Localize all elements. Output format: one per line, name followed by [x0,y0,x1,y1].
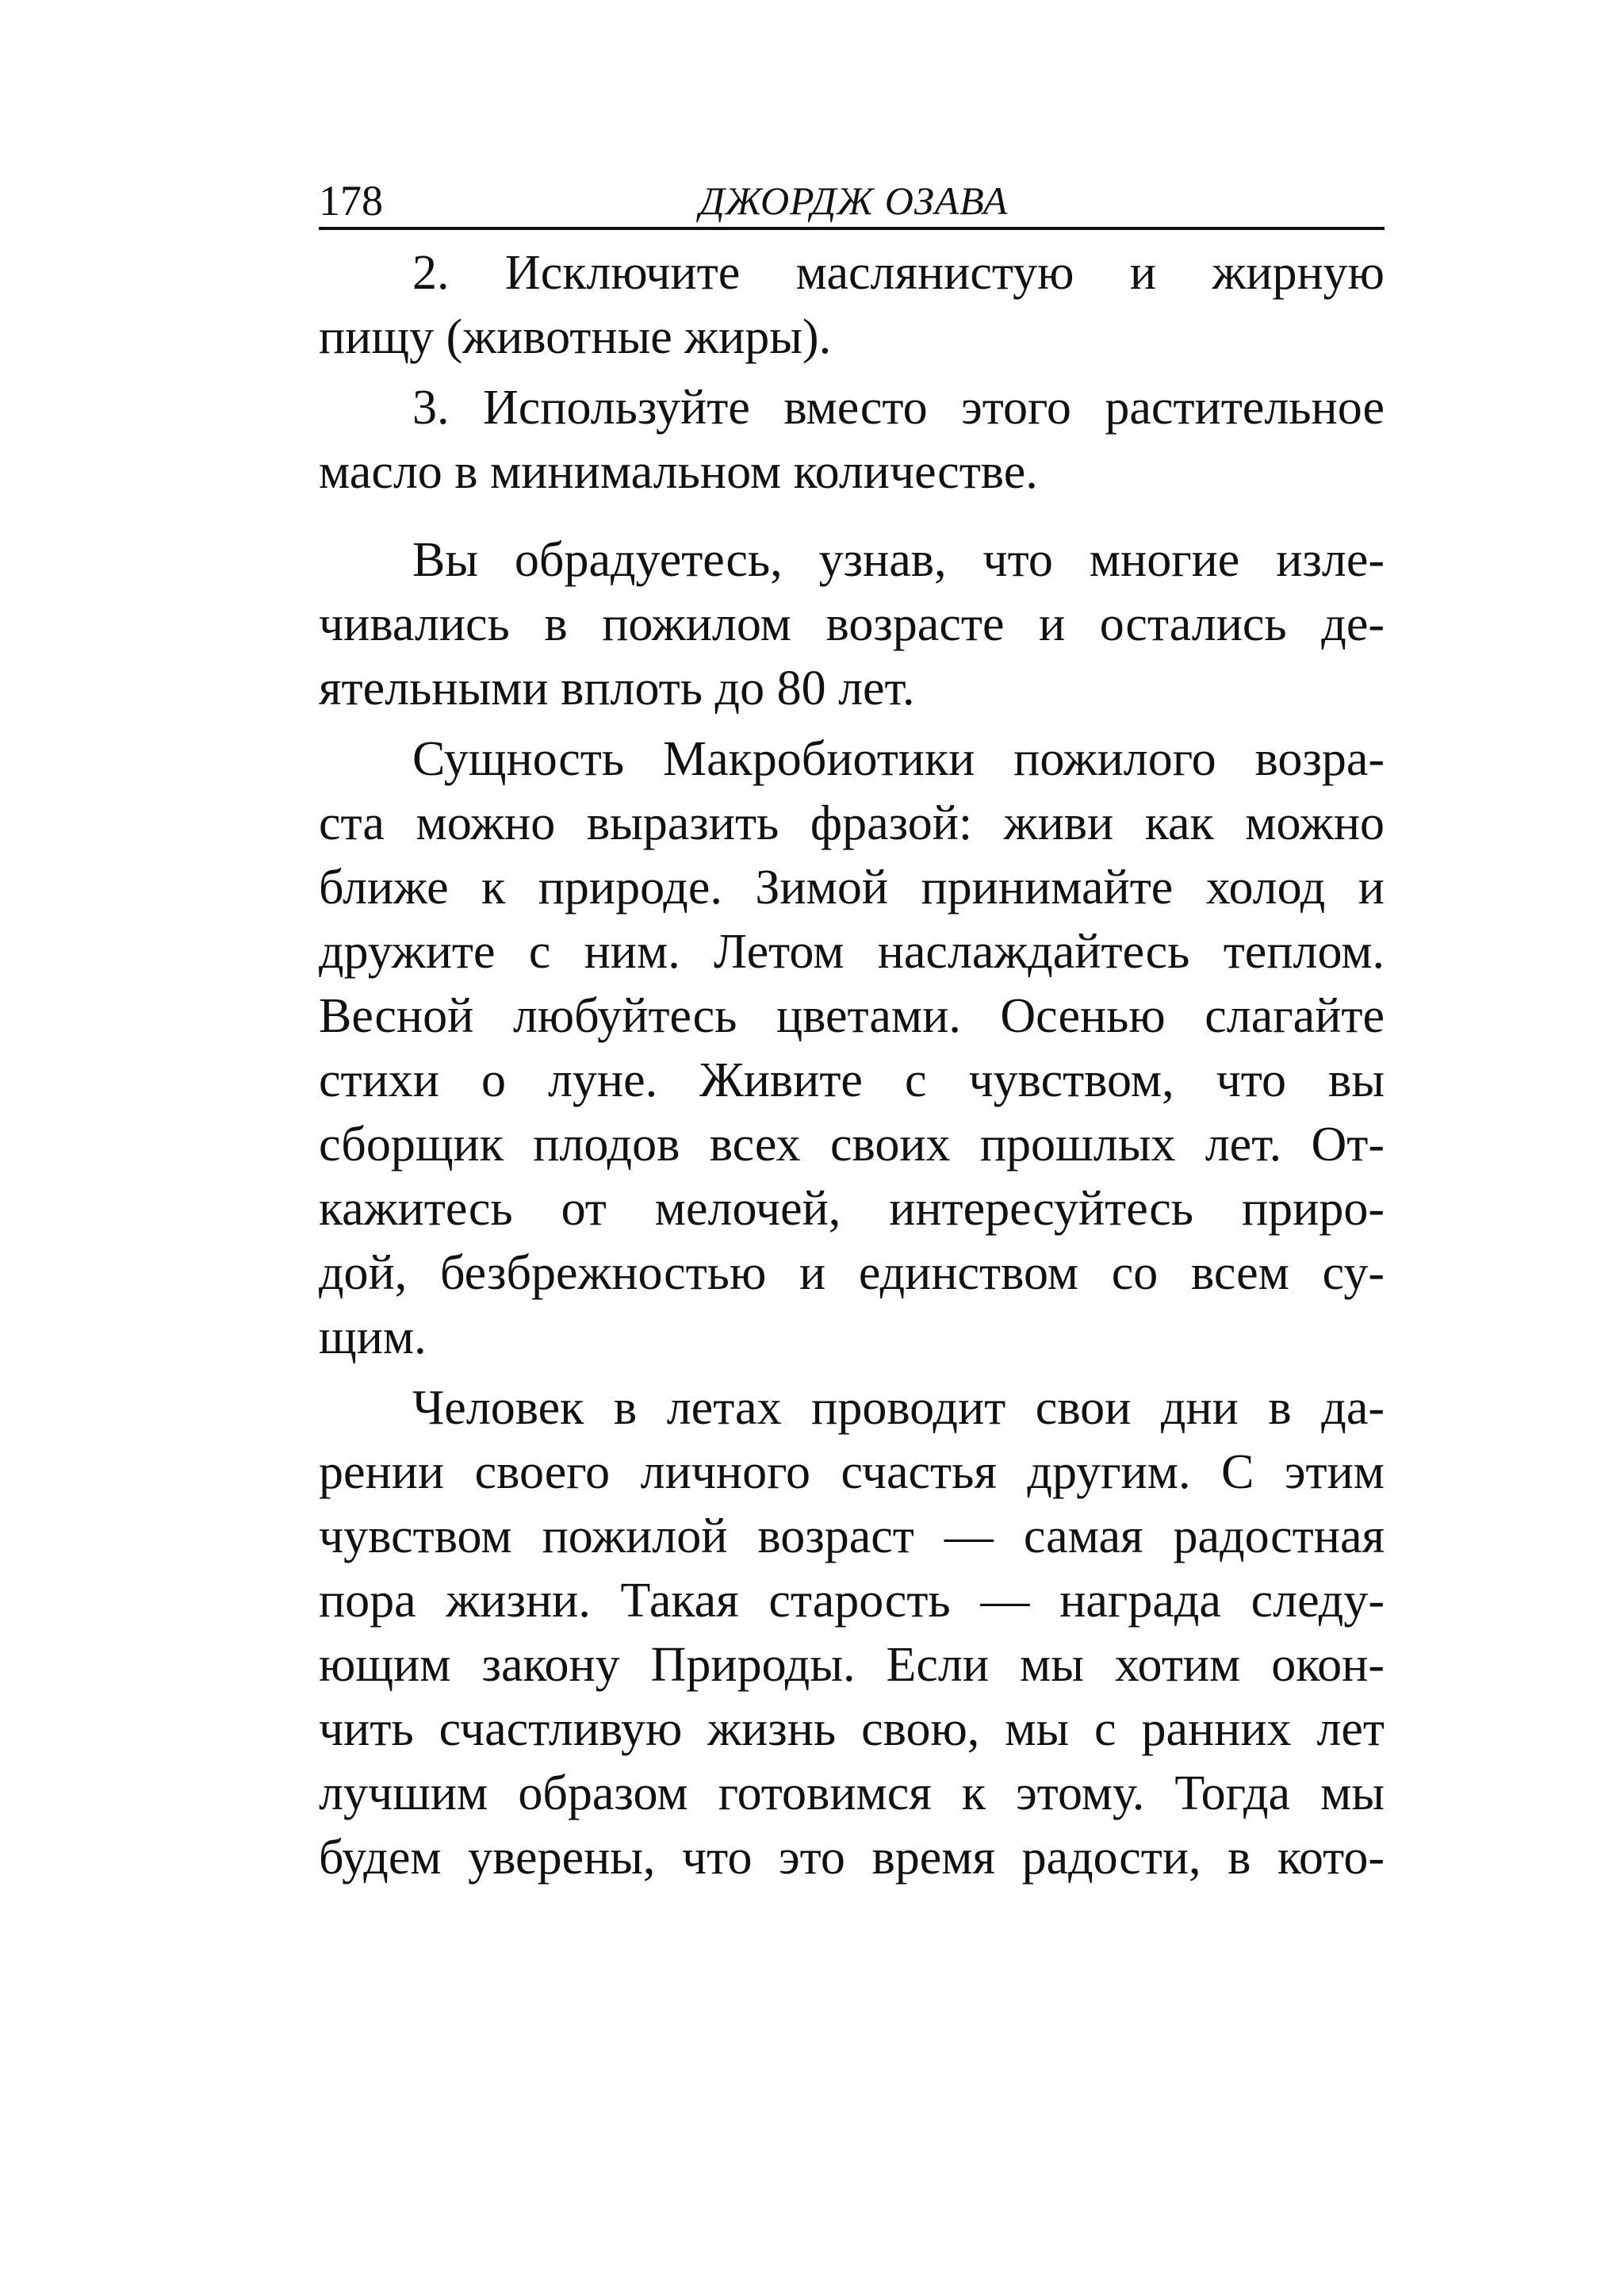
text-line: ющим закону Природы. Если мы хотим окон- [319,1638,1385,1692]
paragraph-elderly-healing [319,528,1385,721]
text-line: чить счастливую жизнь свою, мы с ранних лет [319,1702,1385,1756]
paragraph-macrobiotics-essence [319,727,1385,1370]
body-text [319,241,1385,1890]
text-line: ближе к природе. Зимой принимайте холод и [319,861,1385,915]
text-line: Сущность Макробиотики пожилого возра- [412,732,1385,786]
text-line: щим. [319,1310,427,1364]
text-line: рении своего личного счастья другим. С этим [319,1445,1385,1499]
paragraph-person-in-years [319,1376,1385,1890]
text-line: Вы обрадуетесь, узнав, что многие изле- [412,533,1385,587]
text-line: будем уверены, что это время радости, в кото- [319,1831,1385,1885]
paragraph-list-item-2 [319,241,1385,370]
text-line: чувством пожилой возраст — самая радостная [319,1509,1385,1563]
page-number: 178 [319,177,383,224]
text-line: масло в минимальном количестве. [319,445,1038,499]
text-line: стихи о луне. Живите с чувством, что вы [319,1053,1385,1107]
text-line: кажитесь от мелочей, интересуйтесь приро- [319,1182,1385,1236]
text-line: пора жизни. Такая старость — награда следу- [319,1574,1385,1628]
running-head: ДЖОРДЖ ОЗАВА [699,178,1009,223]
text-line: ятельными вплоть до 80 лет. [319,662,915,715]
text-line: пищу (животные жиры). [319,310,832,364]
text-line: ста можно выразить фразой: живи как можно [319,796,1385,850]
page-header [319,163,1385,230]
text-line: лучшим образом готовимся к этому. Тогда мы [319,1766,1385,1820]
text-line: 3. Используйте вместо этого растительное [412,381,1385,435]
paragraph-list-item-3 [319,376,1385,504]
text-line: Человек в летах проводит свои дни в да- [412,1381,1385,1435]
text-line: сборщик плодов всех своих прошлых лет. От- [319,1118,1385,1172]
text-line: дружите с ним. Летом наслаждайтесь теплом. [319,925,1385,979]
text-line: 2. Исключите маслянистую и жирную [412,246,1385,300]
text-line: чивались в пожилом возрасте и остались де- [319,597,1385,651]
text-line: дой, безбрежностью и единством со всем су- [319,1246,1385,1300]
text-line: Весной любуйтесь цветами. Осенью слагайте [319,989,1385,1043]
